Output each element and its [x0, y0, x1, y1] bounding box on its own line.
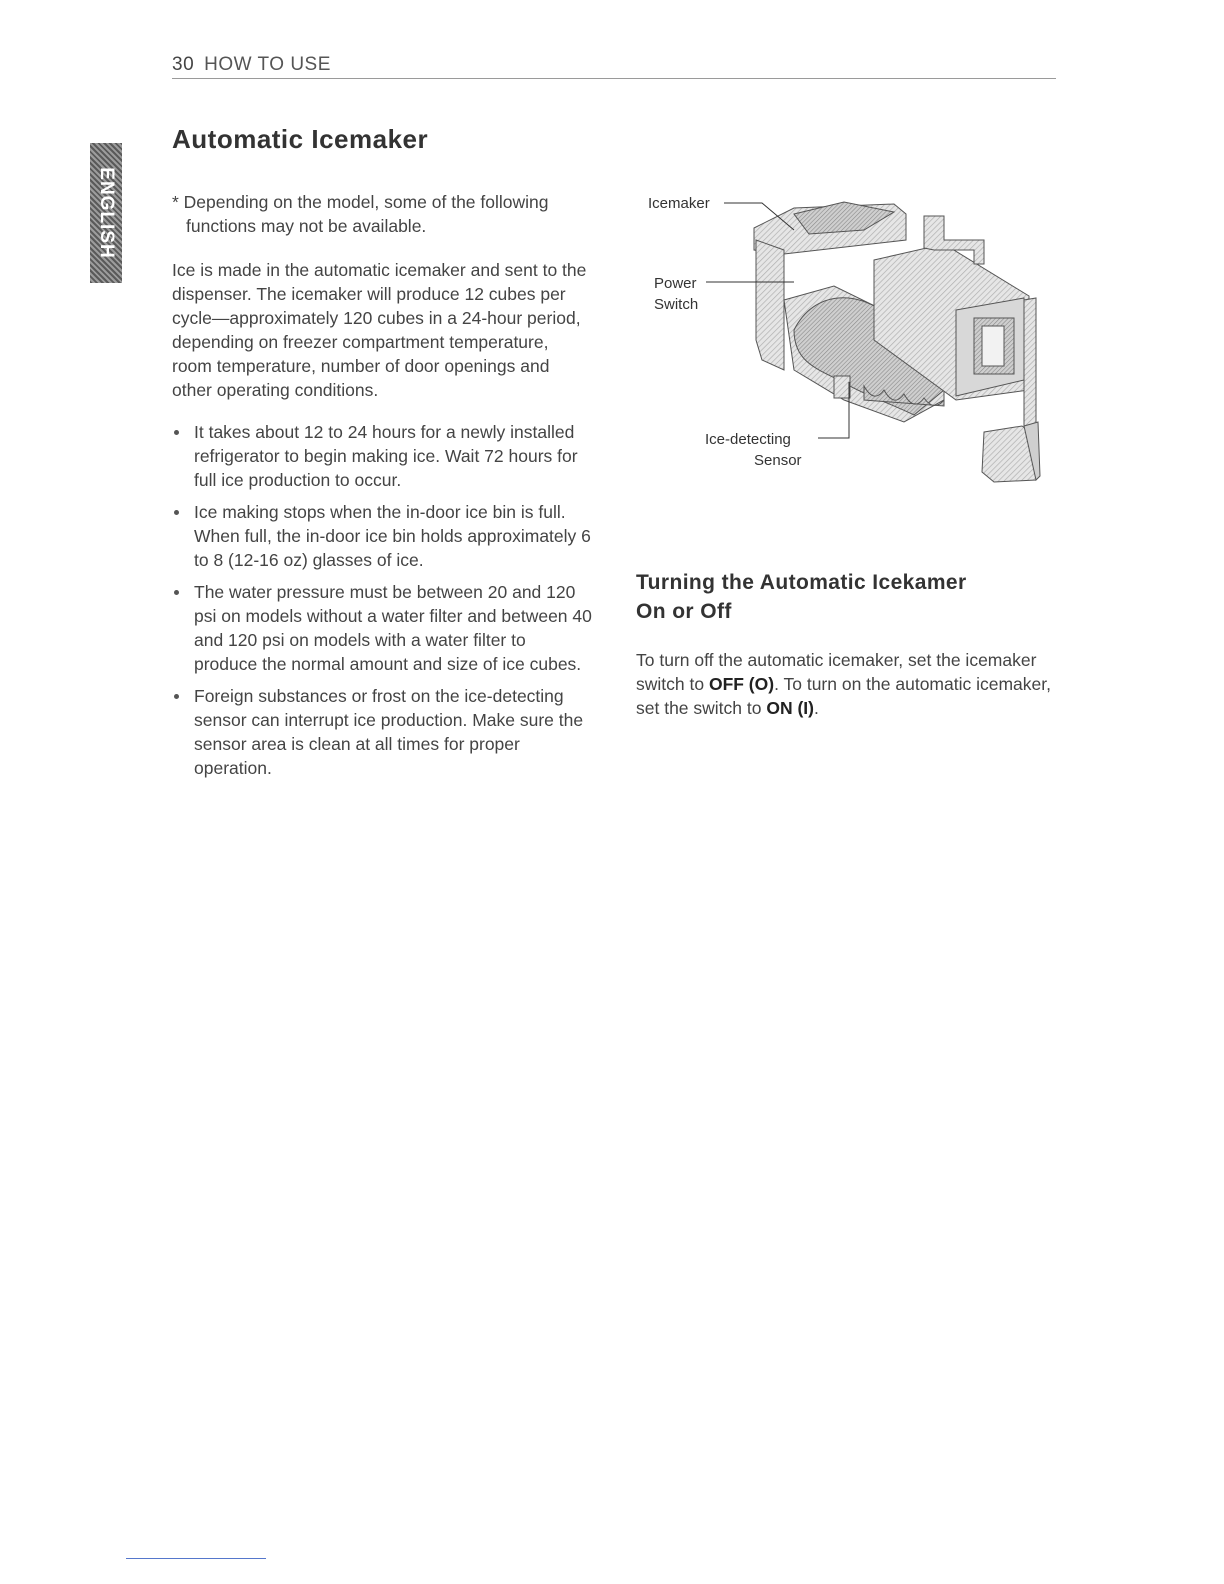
label-switch: Switch	[654, 296, 699, 313]
language-tab-label: ENGLISH	[96, 167, 117, 259]
instruction-text-1: To turn off the automatic icemaker, set the icemaker switch to	[636, 650, 1037, 694]
instruction-text-2: . To turn on the automatic icemaker, set the switch to	[636, 674, 1051, 718]
list-item-text: Foreign substances or frost on the ice-detecting sensor can interrupt ice production. Make sure the sensor area is clean at all times for proper operation.	[194, 686, 584, 778]
label-icemaker: Icemaker	[648, 195, 710, 212]
bullet-dot	[174, 510, 179, 515]
subsection-title-line2: On or Off	[636, 600, 732, 623]
tips-list	[172, 420, 592, 780]
bullet-dot	[174, 694, 179, 699]
footer-rule	[126, 1558, 266, 1559]
left-column	[172, 190, 592, 788]
subsection-title	[636, 568, 1036, 626]
intro-paragraph: Ice is made in the automatic icemaker and sent to the dispenser. The icemaker will produce 12 cubes per cycle—approximately 120 cubes in a 24-hour period, depending on freezer compartment temperature, room temperature, number of door openings and other operating conditions.	[172, 260, 587, 400]
label-ice-detecting: Ice-detecting	[705, 431, 791, 448]
language-tab	[90, 143, 122, 283]
on-label: ON (I)	[766, 698, 814, 718]
bullet-dot	[174, 430, 179, 435]
model-note: * Depending on the model, some of the following functions may not be available.	[172, 192, 549, 236]
list-item	[172, 420, 592, 492]
instruction-text-3: .	[813, 698, 819, 718]
list-item-text: It takes about 12 to 24 hours for a newly installed refrigerator to begin making ice. Wait 72 hours for full ice production to occur.	[194, 422, 578, 490]
icemaker-diagram	[644, 190, 1054, 490]
page-title: Automatic Icemaker	[172, 124, 429, 154]
list-item	[172, 580, 592, 676]
subsection-title-line1: Turning the Automatic Icekamer	[636, 571, 967, 594]
page-number: 30	[172, 54, 195, 75]
page-header	[172, 54, 1056, 79]
off-label: OFF (O)	[708, 674, 775, 694]
switch-instructions	[636, 648, 1056, 720]
list-item-text: Ice making stops when the in-door ice bin is full. When full, the in-door ice bin holds approximately 6 to 8 (12-16 oz) glasses of ice.	[194, 502, 591, 570]
list-item	[172, 500, 592, 572]
label-sensor: Sensor	[754, 452, 802, 469]
bullet-dot	[174, 590, 179, 595]
label-power: Power	[654, 275, 697, 292]
list-item	[172, 684, 592, 780]
list-item-text: The water pressure must be between 20 and 120 psi on models without a water filter and between 40 and 120 psi on models with a water filter to produce the normal amount and size of ice cubes.	[194, 582, 592, 674]
section-name: HOW TO USE	[204, 54, 331, 75]
